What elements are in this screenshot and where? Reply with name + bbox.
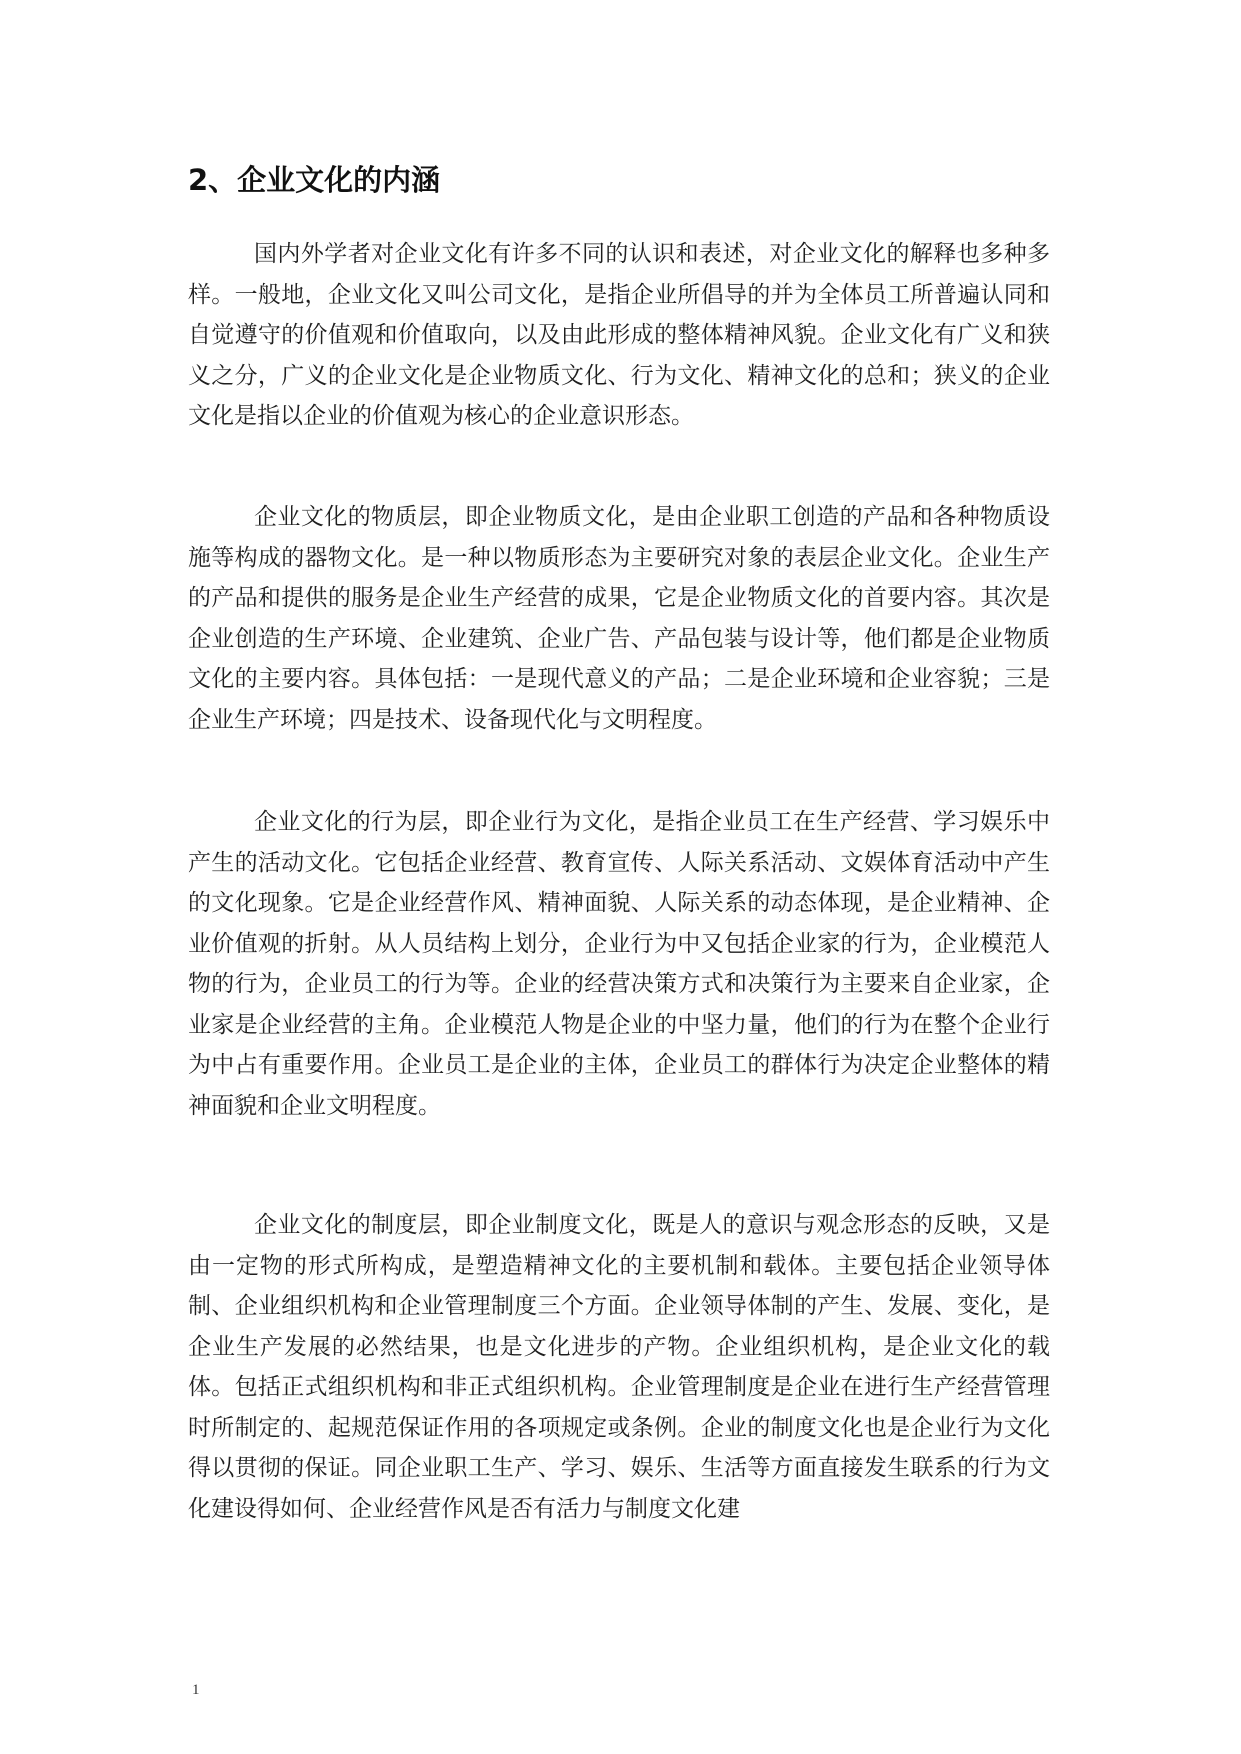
paragraph-system-layer: 企业文化的制度层，即企业制度文化，既是人的意识与观念形态的反映，又是由一定物的形式所构成，是塑造精神文化的主要机制和载体。主要包括企业领导体制、企业组织机构和企业管理制度三个方面。企业领导体制的产生、发展、变化，是企业生产发展的必然结果，也是文化进步的产物。企业组织机构，是企业文化的载体。包括正式组织机构和非正式组织机构。企业管理制度是企业在进行生产经营管理时所制定的、起规范保证作用的各项规定或条例。企业的制度文化也是企业行为文化得以贯彻的保证。同企业职工生产、学习、娱乐、生活等方面直接发生联系的行为文化建设得如何、企业经营作风是否有活力与制度文化建	[188, 1212, 1050, 1522]
section-heading: 2、企业文化的内涵	[188, 163, 441, 197]
paragraph-behavior-layer: 企业文化的行为层，即企业行为文化，是指企业员工在生产经营、学习娱乐中产生的活动文化。它包括企业经营、教育宣传、人际关系活动、文娱体育活动中产生的文化现象。它是企业经营作风、精神面貌、人际关系的动态体现，是企业精神、企业价值观的折射。从人员结构上划分，企业行为中又包括企业家的行为，企业模范人物的行为，企业员工的行为等。企业的经营决策方式和决策行为主要来自企业家，企业家是企业经营的主角。企业模范人物是企业的中坚力量，他们的行为在整个企业行为中占有重要作用。企业员工是企业的主体，企业员工的群体行为决定企业整体的精神面貌和企业文明程度。	[188, 809, 1050, 1119]
page-number: 1	[192, 1682, 200, 1698]
paragraph-material-layer: 企业文化的物质层，即企业物质文化，是由企业职工创造的产品和各种物质设施等构成的器物文化。是一种以物质形态为主要研究对象的表层企业文化。企业生产的产品和提供的服务是企业生产经营的成果，它是企业物质文化的首要内容。其次是企业创造的生产环境、企业建筑、企业广告、产品包装与设计等，他们都是企业物质文化的主要内容。具体包括：一是现代意义的产品；二是企业环境和企业容貌；三是企业生产环境；四是技术、设备现代化与文明程度。	[188, 504, 1050, 733]
paragraph-definition: 国内外学者对企业文化有许多不同的认识和表述，对企业文化的解释也多种多样。一般地，企业文化又叫公司文化，是指企业所倡导的并为全体员工所普遍认同和自觉遵守的价值观和价值取向，以及由此形成的整体精神风貌。企业文化有广义和狭义之分，广义的企业文化是企业物质文化、行为文化、精神文化的总和；狭义的企业文化是指以企业的价值观为核心的企业意识形态。	[188, 241, 1050, 429]
